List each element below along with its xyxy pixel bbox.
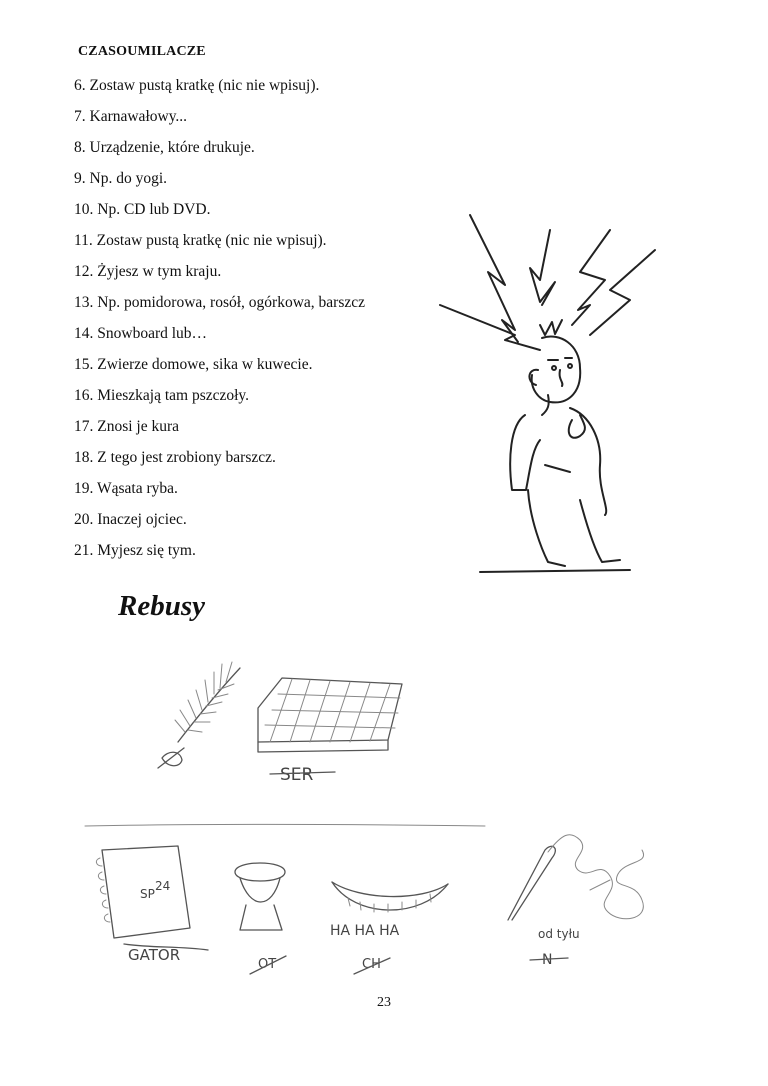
rebus-row-2: [90, 820, 670, 985]
clue-item: 15. Zwierze domowe, sika w kuwecie.: [74, 356, 313, 373]
grater-icon: [258, 678, 402, 752]
notebook-icon: [96, 846, 190, 938]
clue-item: 19. Wąsata ryba.: [74, 480, 178, 497]
section-heading: CZASOUMILACZE: [78, 44, 206, 59]
rebus-section-title: Rebusy: [118, 590, 205, 622]
rebus-haha-text: HA HA HA: [330, 923, 400, 939]
clue-item: 10. Np. CD lub DVD.: [74, 201, 211, 218]
rebus-ot-text: OT: [258, 957, 277, 972]
clue-item: 11. Zostaw pustą kratkę (nic nie wpisuj).: [74, 232, 327, 249]
clue-item: 7. Karnawałowy...: [74, 108, 188, 125]
clue-item: 20. Inaczej ojciec.: [74, 511, 187, 528]
notebook-number-text: 24: [155, 879, 171, 893]
rebus-od-tylu-text: od tyłu: [538, 927, 580, 941]
clue-list: [74, 70, 365, 566]
clue-item: 16. Mieszkają tam pszczoły.: [74, 387, 250, 404]
clue-item: 21. Myjesz się tym.: [74, 542, 196, 559]
clue-item: 17. Znosi je kura: [74, 418, 180, 435]
notebook-sp-text: SP: [140, 887, 155, 901]
rebus-gator-text: GATOR: [128, 946, 181, 964]
pot-icon: [235, 863, 285, 930]
smile-icon: [332, 882, 448, 912]
man-figure: [480, 320, 630, 572]
clue-item: 14. Snowboard lub…: [74, 325, 208, 342]
rebus-ser-text: SER: [280, 765, 314, 785]
clue-item: 9. Np. do yogi.: [74, 170, 167, 187]
page-number: 23: [377, 995, 391, 1010]
needle-thread-icon: [508, 835, 644, 920]
clue-item: 8. Urządzenie, które drukuje.: [74, 139, 255, 156]
pine-branch-icon: [158, 662, 240, 768]
thinking-man-illustration: [430, 210, 680, 580]
rebus-n-text: N: [542, 952, 553, 968]
clue-item: 13. Np. pomidorowa, rosół, ogórkowa, barszcz: [74, 294, 365, 311]
clue-item: 6. Zostaw pustą kratkę (nic nie wpisuj).: [74, 77, 320, 94]
rebus-ch-text: CH: [362, 957, 381, 972]
clue-item: 12. Żyjesz w tym kraju.: [74, 263, 222, 280]
rebus-row-1: [150, 650, 510, 790]
clue-item: 18. Z tego jest zrobiony barszcz.: [74, 449, 276, 466]
